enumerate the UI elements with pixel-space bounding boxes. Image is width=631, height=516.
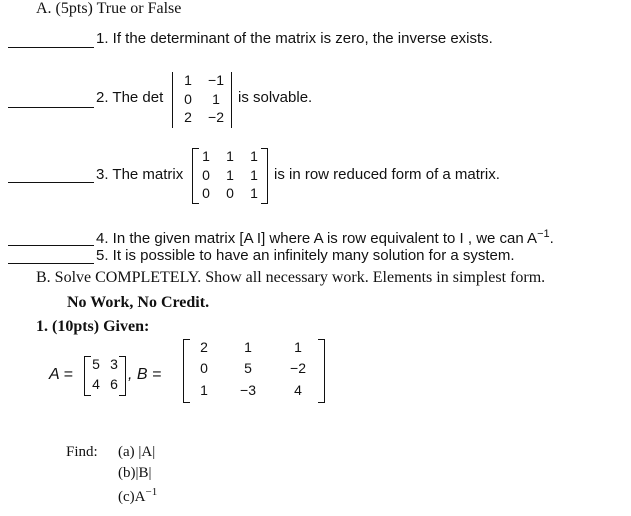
matrix-a-label: A = [49,366,73,383]
matrix-b-cell: 4 [294,381,302,398]
question-2-determinant [172,72,232,128]
answer-blank-4[interactable] [8,245,94,246]
question-5: 5. It is possible to have an infinitely many solution for a system. [96,247,515,264]
question-3-prefix: 3. The matrix [96,166,184,183]
problem-1-label: 1. (10pts) Given: [36,318,150,335]
q2-matrix-cell: −2 [208,109,224,126]
bracket-right [261,148,268,204]
answer-blank-1[interactable] [8,47,94,48]
det-bar-left [172,72,173,128]
matrix-a-cell: 4 [92,376,100,392]
q3-matrix-cell: 0 [202,185,210,202]
answer-blank-5[interactable] [8,263,94,264]
part-b-heading: B. Solve COMPLETELY. Show all necessary work. Elements in simplest form. [36,269,546,286]
matrix-b-cell: 0 [200,360,208,377]
question-2-prefix: 2. The det [96,89,164,106]
matrix-a [84,356,126,396]
find-c-text: (c)A [118,489,146,505]
matrix-b-cell: −3 [240,381,256,398]
q3-matrix-cell: 0 [202,166,210,183]
q2-matrix-cell: −1 [208,72,224,88]
matrix-a-cell: 6 [110,376,118,392]
part-a-heading: A. (5pts) True or False [36,0,182,17]
q2-matrix-cell: 1 [184,72,192,88]
det-bar-right [231,72,232,128]
q3-matrix-cell: 1 [250,185,258,202]
matrix-b-cell: 2 [200,339,208,355]
question-3-matrix [192,148,268,204]
answer-blank-3[interactable] [8,182,94,183]
question-2-suffix: is solvable. [238,89,313,106]
bracket-right [318,339,325,403]
matrix-b-cell: 1 [200,381,208,398]
question-4-text: 4. In the given matrix [A I] where A is row equivalent to I , we can A [96,230,538,247]
bracket-left [192,148,199,204]
matrix-b-label: , B = [128,366,162,383]
bracket-left [84,356,91,396]
q3-matrix-cell: 1 [226,166,234,183]
q2-matrix-cell: 2 [184,109,192,126]
question-3-suffix: is in row reduced form of a matrix. [274,166,500,183]
q3-matrix-cell: 1 [226,148,234,164]
find-c [118,486,157,506]
q3-matrix-cell: 1 [250,148,258,164]
matrix-a-cell: 3 [110,356,118,372]
matrix-b-cell: 5 [244,360,252,377]
question-4-sup: −1 [537,228,550,240]
q3-matrix-cell: 1 [250,166,258,183]
matrix-b-cell: 1 [244,339,252,355]
matrix-b-cell: 1 [294,339,302,355]
find-a: (a) |A| [118,444,156,460]
bracket-right [119,356,126,396]
bracket-left [183,339,190,403]
q3-matrix-cell: 1 [202,148,210,164]
find-b: (b)|B| [118,465,152,481]
answer-blank-2[interactable] [8,107,94,108]
matrix-b [183,339,325,403]
q2-matrix-cell: 1 [212,90,220,107]
question-4 [96,228,554,247]
find-c-sup: −1 [145,486,158,498]
question-4-end: . [549,230,554,247]
q2-matrix-cell: 0 [184,90,192,107]
matrix-a-cell: 5 [92,356,100,372]
matrix-b-cell: −2 [290,360,306,377]
part-b-note: No Work, No Credit. [67,294,210,311]
q3-matrix-cell: 0 [226,185,234,202]
question-1: 1. If the determinant of the matrix is zero, the inverse exists. [96,30,493,47]
find-label: Find: [66,444,98,460]
